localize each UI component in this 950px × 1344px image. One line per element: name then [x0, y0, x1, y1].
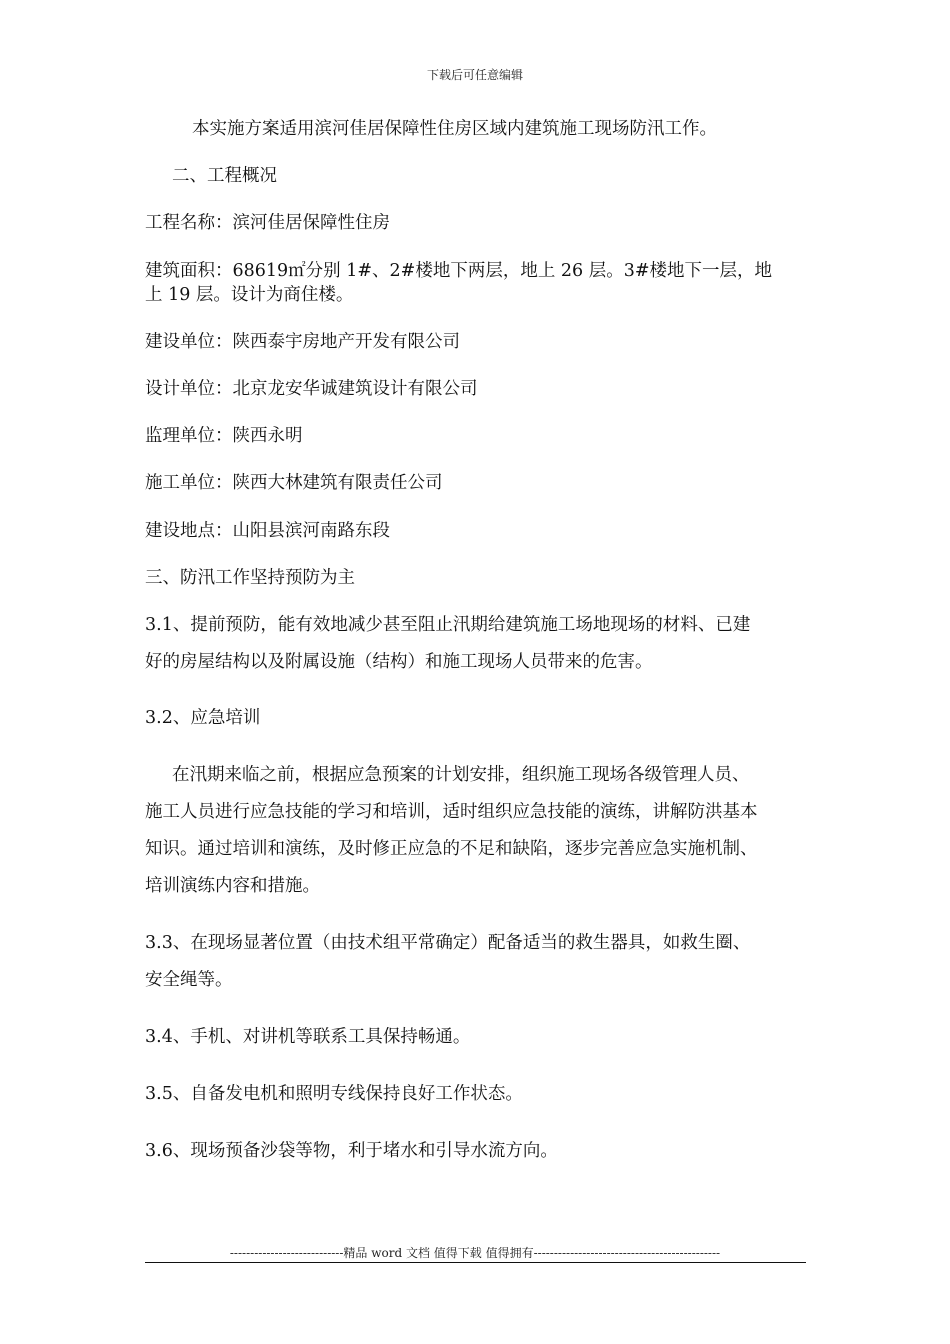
item-3-3-line-1: 3.3、在现场显著位置（由技术组平常确定）配备适当的救生器具，如救生圈、 [145, 933, 751, 953]
building-area-line-2: 上 19 层。设计为商住楼。 [145, 285, 354, 305]
footer-divider [145, 1262, 806, 1263]
item-3-6: 3.6、现场预备沙袋等物，利于堵水和引导水流方向。 [145, 1141, 558, 1161]
page-footer: ----------------------------精品 word 文档 值得下载 值得拥有---------------------------------------------- [229, 1246, 721, 1260]
supervision-unit: 监理单位：陕西永明 [145, 426, 303, 446]
item-3-2-heading: 3.2、应急培训 [145, 708, 261, 728]
item-3-2-line-2: 施工人员进行应急技能的学习和培训，适时组织应急技能的演练，讲解防洪基本 [145, 802, 758, 822]
building-area-line-1: 建筑面积：68619㎡分别 1#、2#楼地下两层，地上 26 层。3#楼地下一层，地 [145, 261, 773, 281]
project-name: 工程名称：滨河佳居保障性住房 [145, 213, 390, 233]
design-unit: 设计单位：北京龙安华诚建筑设计有限公司 [145, 379, 478, 399]
scope-paragraph: 本实施方案适用滨河佳居保障性住房区域内建筑施工现场防汛工作。 [192, 119, 717, 139]
construction-unit: 建设单位：陕西泰宇房地产开发有限公司 [145, 332, 460, 352]
item-3-2-line-3: 知识。通过培训和演练，及时修正应急的不足和缺陷，逐步完善应急实施机制、 [145, 839, 758, 859]
item-3-1-line-1: 3.1、提前预防，能有效地减少甚至阻止汛期给建筑施工场地现场的材料、已建 [145, 615, 751, 635]
section-3-heading: 三、防汛工作坚持预防为主 [145, 568, 355, 588]
item-3-5: 3.5、自备发电机和照明专线保持良好工作状态。 [145, 1084, 523, 1104]
item-3-3-line-2: 安全绳等。 [145, 970, 233, 990]
page-header: 下载后可任意编辑 [426, 68, 523, 82]
item-3-2-line-1: 在汛期来临之前，根据应急预案的计划安排，组织施工现场各级管理人员、 [172, 765, 750, 785]
section-2-heading: 二、工程概况 [172, 166, 277, 186]
contractor-unit: 施工单位：陕西大林建筑有限责任公司 [145, 473, 443, 493]
item-3-2-line-4: 培训演练内容和措施。 [145, 876, 320, 896]
item-3-4: 3.4、手机、对讲机等联系工具保持畅通。 [145, 1027, 471, 1047]
construction-location: 建设地点：山阳县滨河南路东段 [145, 521, 390, 541]
item-3-1-line-2: 好的房屋结构以及附属设施（结构）和施工现场人员带来的危害。 [145, 652, 653, 672]
